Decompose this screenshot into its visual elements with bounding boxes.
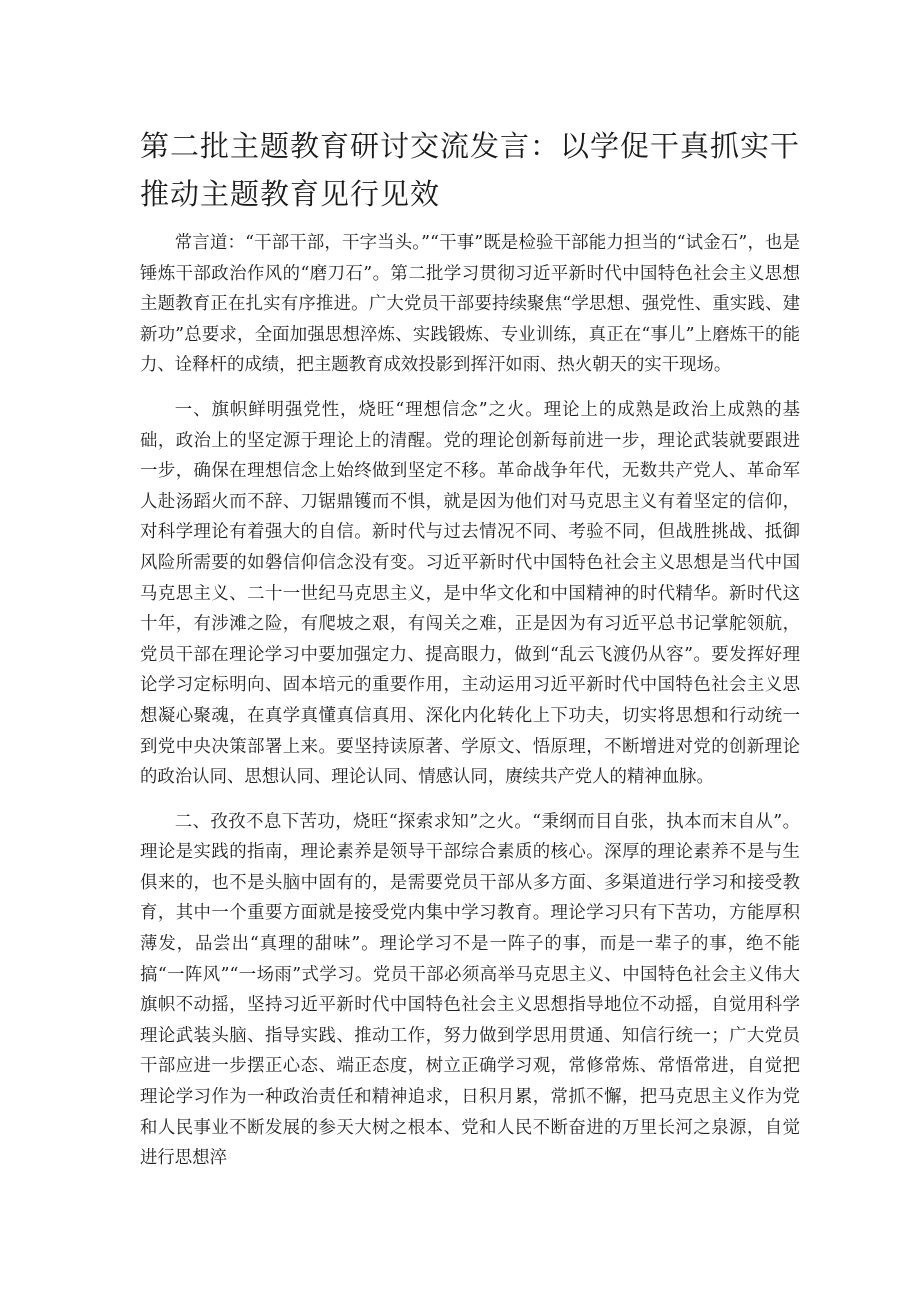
document-title xyxy=(140,122,820,218)
title-line-1: 第二批主题教育研讨交流发言：以学促干真抓实干 xyxy=(140,129,801,163)
section-two-paragraph: 二、孜孜不息下苦功，烧旺“探索求知”之火。“秉纲而目自张，执本而末自从”。理论是实践的指南，理论素养是领导干部综合素质的核心。深厚的理论素养不是与生俱来的，也不是头脑中固有的，是需要党员干部从多方面、多渠道进行学习和接受教育，其中一个重要方面就是接受党内集中学习教育。理论学习只有下苦功，方能厚积薄发，品尝出“真理的甜味”。理论学习不是一阵子的事，而是一辈子的事，绝不能搞“一阵风”“一场雨”式学习。党员干部必须高举马克思主义、中国特色社会主义伟大旗帜不动摇，坚持习近平新时代中国特色社会主义思想指导地位不动摇，自觉用科学理论武装头脑、指导实践、推动工作，努力做到学思用贯通、知信行统一；广大党员干部应进一步摆正心态、端正态度，树立正确学习观，常修常炼、常悟常进，自觉把理论学习作为一种政治责任和精神追求，日积月累，常抓不懈，把马克思主义作为党和人民事业不断发展的参天大树之根本、党和人民不断奋进的万里长河之泉源，自觉进行思想淬 xyxy=(140,811,800,1169)
section-one-paragraph: 一、旗帜鲜明强党性，烧旺“理想信念”之火。理论上的成熟是政治上成熟的基础，政治上的坚定源于理论上的清醒。党的理论创新每前进一步，理论武装就要跟进一步，确保在理想信念上始终做到坚定不移。革命战争年代，无数共产党人、革命军人赴汤蹈火而不辞、刀锯鼎镬而不惧，就是因为他们对马克思主义有着坚定的信仰，对科学理论有着强大的自信。新时代与过去情况不同、考验不同，但战胜挑战、抵御风险所需要的如磐信仰信念没有变。习近平新时代中国特色社会主义思想是当代中国马克思主义、二十一世纪马克思主义，是中华文化和中国精神的时代精华。新时代这十年，有涉滩之险，有爬坡之艰，有闯关之难，正是因为有习近平总书记掌舵领航，党员干部在理论学习中要加强定力、提高眼力，做到“乱云飞渡仍从容”。要发挥好理论学习定标明向、固本培元的重要作用，主动运用习近平新时代中国特色社会主义思想凝心聚魂，在真学真懂真信真用、深化内化转化上下功夫，切实将思想和行动统一到党中央决策部署上来。要坚持读原著、学原文、悟原理，不断增进对党的创新理论的政治认同、思想认同、理论认同、情感认同，赓续共产党人的精神血脉。 xyxy=(140,399,800,788)
intro-paragraph: 常言道：“干部干部，干字当头。”“干事”既是检验干部能力担当的“试金石”，也是锤炼干部政治作风的“磨刀石”。第二批学习贯彻习近平新时代中国特色社会主义思想主题教育正在扎实有序推进。广大党员干部要持续聚焦“学思想、强党性、重实践、建新功”总要求，全面加强思想淬炼、实践锻炼、专业训练，真正在“事儿”上磨炼干的能力、诠释杆的成绩，把主题教育成效投影到挥汗如雨、热火朝天的实干现场。 xyxy=(140,233,800,376)
title-line-2: 推动主题教育见行见效 xyxy=(140,177,441,211)
document-body xyxy=(140,228,800,1188)
